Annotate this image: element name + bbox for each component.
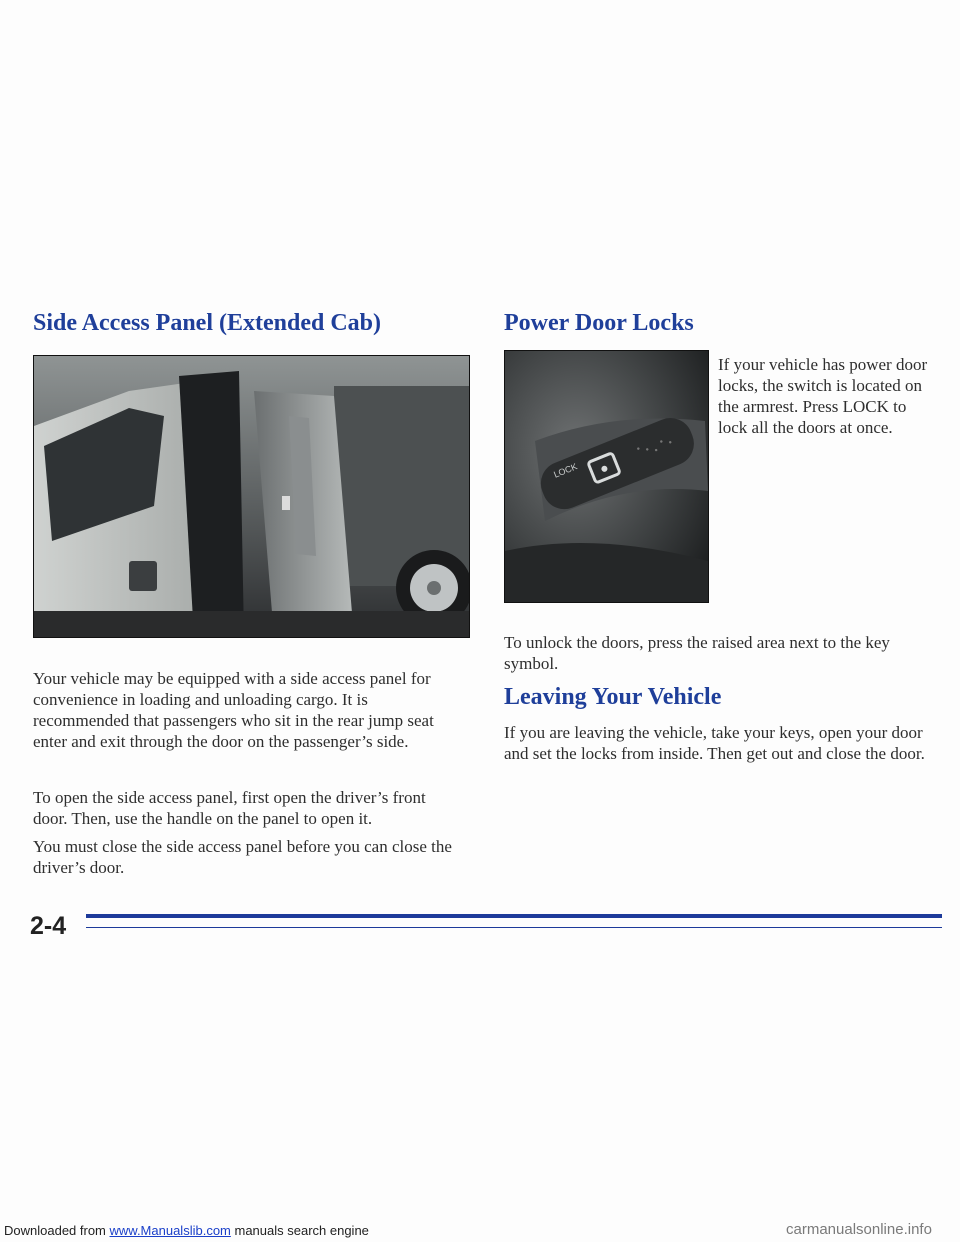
side-access-para-3: You must close the side access panel before you can close the driver’s door. xyxy=(33,837,452,877)
side-access-para-1: Your vehicle may be equipped with a side access panel for convenience in loading and unloading cargo. It is recommended that passengers who sit in the rear jump seat enter and exit through the door on the passenger’s side. xyxy=(33,669,434,751)
side-access-para-2: To open the side access panel, first open the driver’s front door. Then, use the handle on the panel to open it. xyxy=(33,788,426,828)
watermark: carmanualsonline.info xyxy=(786,1221,932,1238)
power-lock-switch-photo xyxy=(504,350,709,603)
footer-suffix: manuals search engine xyxy=(230,1223,369,1238)
power-locks-unlock-text: To unlock the doors, press the raised area next to the key symbol. xyxy=(504,633,890,673)
leaving-vehicle-text: If you are leaving the vehicle, take your keys, open your door and set the locks from inside. Then get out and close the door. xyxy=(504,723,925,763)
side-access-panel-heading: Side Access Panel (Extended Cab) xyxy=(33,310,381,336)
power-door-locks-heading: Power Door Locks xyxy=(504,310,694,336)
footer-rule-thick xyxy=(86,914,942,918)
page-number: 2-4 xyxy=(30,912,67,940)
power-locks-intro: If your vehicle has power door locks, the switch is located on the armrest. Press LOCK to lock all the doors at once. xyxy=(718,355,928,437)
leaving-vehicle-heading: Leaving Your Vehicle xyxy=(504,684,722,710)
footer-rule-thin xyxy=(86,927,942,928)
truck-side-access-photo xyxy=(33,355,470,638)
switch-lock-label: LOCK xyxy=(552,461,579,480)
manualslib-link[interactable]: www.Manualslib.com xyxy=(109,1223,231,1238)
footer-prefix: Downloaded from xyxy=(4,1223,110,1238)
download-footer xyxy=(4,1223,369,1238)
